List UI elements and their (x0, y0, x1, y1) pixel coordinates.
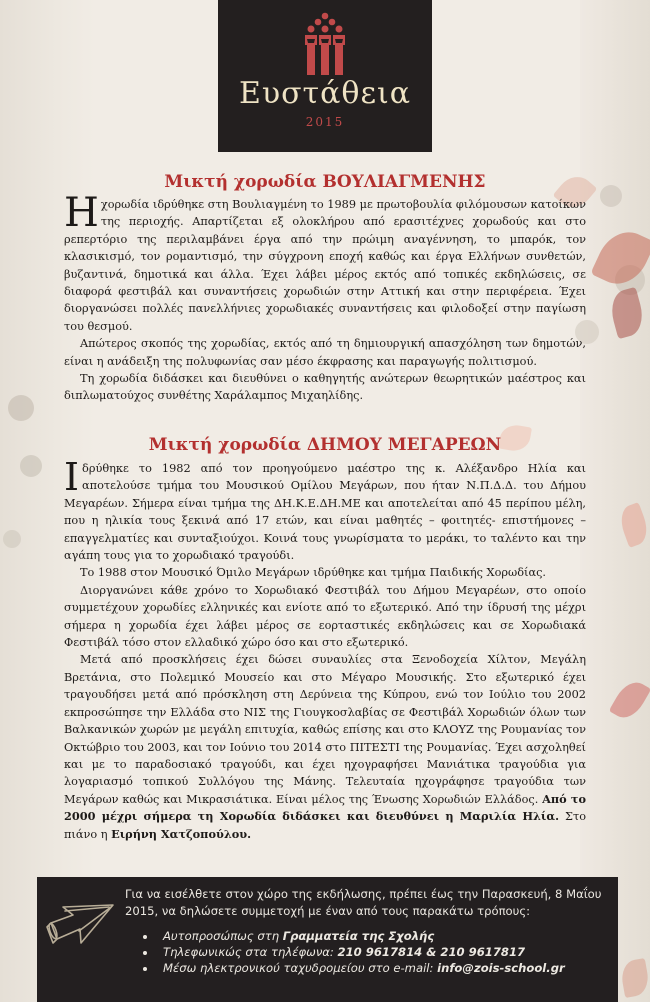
paragraph (64, 651, 586, 842)
registration-info-box (37, 877, 618, 1002)
section-body-vouliagmeni (64, 190, 586, 405)
option-text: Τηλεφωνικώς στα τηλέφωνα: (163, 945, 338, 959)
phone-numbers[interactable]: 210 9617814 & 210 9617817 (337, 945, 526, 959)
paragraph: Διοργανώνει κάθε χρόνο το Χορωδιακό Φεστιβάλ του Δήμου Μεγαρέων, στο οποίο συμμετέχουν χορωδίες ελληνικές και ενίοτε από το εξωτερικό. Από την ίδρυσή της μέχρι σήμερα η χορωδία έχει λάβει μέρος σε εορταστικές εκδηλώσεις και σε Χορωδιακά Φεστιβάλ τόσο στον ελλαδικό χώρο όσο και στο εξωτερικό. (64, 583, 586, 650)
paragraph (64, 190, 586, 335)
section-title-megara: Μικτή χορωδία ΔΗΜΟΥ ΜΕΓΑΡΕΩΝ (148, 435, 502, 455)
drop-cap: Η (64, 190, 99, 236)
registration-option-phone (157, 944, 565, 960)
option-text: Μέσω ηλεκτρονικού ταχυδρομείου στο e-mail: (163, 961, 438, 975)
decorative-dot (3, 530, 21, 548)
section-title-vouliagmeni: Μικτή χορωδία ΒΟΥΛΙΑΓΜΕΝΗΣ (164, 172, 486, 192)
option-text: Αυτοπροσώπως στη (163, 929, 283, 943)
paragraph-text: χορωδία ιδρύθηκε στη Βουλιαγμένη το 1989 με πρωτοβουλία φιλόμουσων κατοίκων της περιοχής. Απαρτίζεται εξ ολοκλήρου από ερασιτέχνες χορωδούς και στο ρεπερτόριο της περιλαμβάνει έργα από την πρώιμη αναγέννηση, το μπαρόκ, τον κλασικισμό, τον ρομαντισμό, την σύγχρονη εποχή καθώς και έργα Ελλήνων συνθετών, βυζαντινά, δημοτικά και άλλα. Έχει λάβει μέρος εκτός από τοπικές εκδηλώσεις, σε διαφορά φεστιβάλ και συναντήσεις χορωδιών στην Αττική και στην περιφέρεια. Έχει διοργανώσει πολλές πανελλήνιες χορωδιακές συναντήσεις και φιλοδοξεί στην παγίωση του θεσμού. (64, 198, 586, 333)
paragraph-text: Στο πιάνο η (64, 810, 586, 841)
paragraph-text: δρύθηκε το 1982 από τον προηγούμενο μαέστρο της κ. Αλέξανδρο Ηλία και αποτελούσε τμήμα του Μουσικού Ομίλου Μεγάρων, που ήταν Ν.Π.Δ.Δ. του Δήμου Μεγαρέων. Σήμερα είναι τμήμα της ΔΗ.Κ.Ε.ΔΗ.ΜΕ και αποτελείται από 45 περίπου μέλη, που η ηλικία τους ξεκινά από 17 ετών, και είναι μαθητές – φοιτητές- επιστήμονες – επαγγελματίες και συνταξιούχοι. Κοινά τους γνωρίσματα το μεράκι, το ταλέντο και την αγάπη τους για το χορωδιακό τραγούδι. (64, 462, 586, 563)
section-body-megara (64, 455, 586, 843)
logo-year: 2015 (305, 115, 345, 129)
director-credit: Από το 2000 μέχρι σήμερα τη Χορωδία διδάσκει και διευθύνει η Μαριλία Ηλία. (64, 791, 586, 824)
paragraph: Τη χορωδία διδάσκει και διευθύνει ο καθηγητής ανώτερων θεωρητικών μαέστρος και διπλωματούχος συνθέτης Χαράλαμπος Μιχαηλίδης. (64, 372, 586, 403)
choir-singers-icon (302, 12, 348, 76)
paragraph: Απώτερος σκοπός της χορωδίας, εκτός από τη δημιουργική απασχόληση των δημοτών, είναι η ανάδειξη της πολυφωνίας σαν μέσο έκφρασης και παραγωγής πολιτισμού. (64, 337, 586, 368)
registration-intro: Για να εισέλθετε στον χώρο της εκδήλωσης, πρέπει έως την Παρασκευή, 8 Μαΐου 2015, να δηλώσετε συμμετοχή με έναν από τους παρακάτω τρόπους: (125, 887, 602, 918)
paragraph (64, 455, 586, 564)
logo-wordmark: Ευστάθεια (238, 76, 412, 111)
registration-option-in-person (157, 928, 565, 944)
email-link[interactable]: info@zois-school.gr (437, 961, 565, 975)
registration-options (141, 928, 565, 976)
background-right-texture (580, 0, 650, 1002)
pointing-arrow-icon (43, 897, 119, 959)
drop-cap: Ι (64, 455, 80, 499)
registration-option-email (157, 960, 565, 976)
decorative-dot (8, 395, 34, 421)
decorative-dot (20, 455, 42, 477)
paragraph-text: Μετά από προσκλήσεις έχει δώσει συναυλίες στα Ξενοδοχεία Χίλτον, Μεγάλη Βρετάνια, στο Πολεμικό Μουσείο και στο Μέγαρο Μουσικής. Στο εξωτερικό έχει τραγουδήσει μετά από πρόσκληση στη Δερύνεια της Κύπρου, ενώ τον Ιούλιο του 2002 εκπροσώπησε την Ελλάδα στο ΝΙΣ της Γιουγκοσλαβίας σε Φεστιβάλ Χορωδιών όλων των Βαλκανικών χωρών με μεγάλη επιτυχία, καθώς επίσης και στο ΚΛΟΥΖ της Ρουμανίας τον Οκτώβριο του 2003, και τον Ιούνιο του 2014 στο ΠΙΤΕΣΤΙ της Ρουμανίας. Έχει ασχοληθεί και με το παραδοσιακό τραγούδι, και έχει ηχογραφήσει Μανιάτικα τραγούδια για λογαριασμό τοπικού Συλλόγου της Μάνης. Τελευταία ηχογράφησε τραγούδια των Μεγάρων καθώς και Μικρασιάτικα. Είναι μέλος της Ένωσης Χορωδιών Ελλάδος. (64, 653, 586, 806)
pianist-credit: Ειρήνη Χατζοπούλου. (111, 826, 252, 841)
paragraph: Το 1988 στον Μουσικό Όμιλο Μεγάρων ιδρύθηκε και τμήμα Παιδικής Χορωδίας. (80, 566, 546, 580)
secretariat-label: Γραμματεία της Σχολής (282, 929, 435, 943)
event-logo (218, 0, 432, 152)
